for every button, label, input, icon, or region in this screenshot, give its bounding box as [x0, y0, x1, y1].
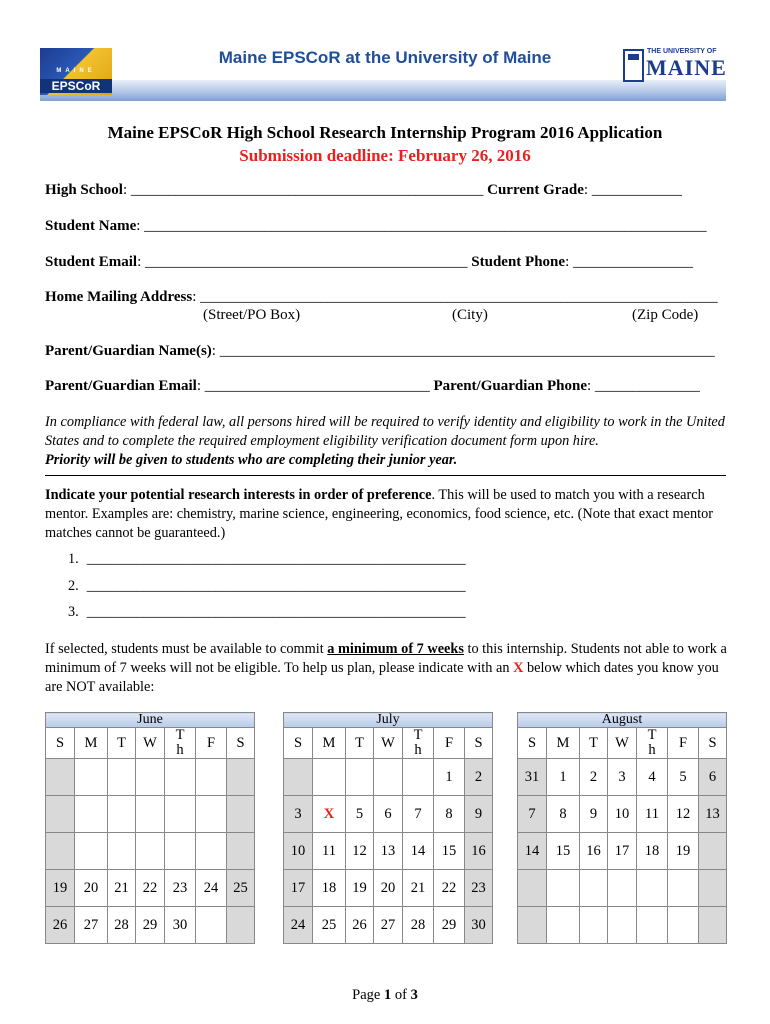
day-header: M [75, 728, 108, 759]
calendar-day-cell[interactable] [165, 796, 196, 833]
calendar-day-cell[interactable]: 23 [465, 870, 493, 907]
calendar-day-cell[interactable]: 19 [668, 833, 699, 870]
day-header: T h [637, 728, 668, 759]
calendar-day-cell[interactable] [313, 759, 346, 796]
calendar-day-cell[interactable] [668, 870, 699, 907]
address-field[interactable]: : _____________________________________________________________________ [192, 289, 718, 305]
calendar-day-cell[interactable] [518, 907, 547, 944]
month-name: July [284, 713, 493, 728]
calendar-day-cell[interactable]: 6 [699, 759, 727, 796]
calendar-day-cell[interactable]: 29 [434, 907, 465, 944]
calendar-day-cell[interactable] [699, 907, 727, 944]
calendar-day-cell[interactable]: 16 [465, 833, 493, 870]
calendar-day-cell[interactable]: 23 [165, 870, 196, 907]
student-name-field[interactable]: : ___________________________________________________________________________ [136, 218, 707, 234]
calendar-day-cell[interactable] [699, 870, 727, 907]
calendar-day-cell[interactable] [196, 833, 227, 870]
calendar-day-cell[interactable] [580, 870, 608, 907]
calendar-day-cell[interactable]: 8 [434, 796, 465, 833]
calendar-day-cell[interactable]: 4 [637, 759, 668, 796]
calendar-day-cell[interactable]: 2 [465, 759, 493, 796]
month-name: June [46, 713, 255, 728]
calendar-day-cell[interactable]: 15 [547, 833, 580, 870]
calendar-day-cell[interactable]: 30 [465, 907, 493, 944]
calendar-day-cell[interactable] [108, 759, 136, 796]
calendar-day-cell[interactable]: 21 [403, 870, 434, 907]
submission-deadline: Submission deadline: February 26, 2016 [239, 146, 531, 165]
calendar-day-cell[interactable] [547, 870, 580, 907]
calendar-day-cell[interactable]: 28 [403, 907, 434, 944]
calendar-day-cell[interactable]: 20 [75, 870, 108, 907]
calendar-day-cell[interactable] [547, 907, 580, 944]
calendar-day-cell[interactable] [46, 796, 75, 833]
day-header: S [227, 728, 255, 759]
calendar-day-cell[interactable]: 14 [518, 833, 547, 870]
day-header: T h [403, 728, 434, 759]
document-title: Maine EPSCoR High School Research Internship Program 2016 Application [107, 123, 663, 142]
address-zip-label: (Zip Code) [632, 307, 699, 323]
calendar-day-cell[interactable] [580, 907, 608, 944]
student-email-field[interactable]: : ___________________________________________ [137, 254, 472, 270]
calendar-day-cell[interactable]: 6 [374, 796, 403, 833]
calendar-day-cell[interactable]: 12 [668, 796, 699, 833]
day-header: S [518, 728, 547, 759]
calendar-day-cell[interactable]: 25 [313, 907, 346, 944]
day-header: S [284, 728, 313, 759]
calendar-day-cell[interactable]: 13 [374, 833, 403, 870]
calendar-day-cell[interactable]: 30 [165, 907, 196, 944]
calendar-day-cell[interactable] [75, 796, 108, 833]
day-header: M [547, 728, 580, 759]
calendar-day-cell[interactable]: 22 [434, 870, 465, 907]
calendar-day-cell[interactable] [374, 759, 403, 796]
calendar-day-cell[interactable] [165, 833, 196, 870]
calendar-day-cell[interactable]: 7 [518, 796, 547, 833]
interest-item-3[interactable]: 3. _____________________________________________________ [68, 604, 466, 620]
calendar-day-cell[interactable] [227, 907, 255, 944]
calendar-day-cell[interactable] [196, 907, 227, 944]
address-city-label: (City) [452, 307, 488, 323]
calendar-day-cell[interactable]: 14 [403, 833, 434, 870]
calendar-june [45, 712, 255, 944]
calendar-day-cell[interactable] [165, 759, 196, 796]
calendar-day-cell[interactable] [75, 759, 108, 796]
calendar-day-cell[interactable] [136, 833, 165, 870]
calendar-day-cell[interactable]: 21 [108, 870, 136, 907]
research-interests-text: Indicate your potential research interests in order of preference. This will be used to match you with a research mentor. Examples are: chemistry, marine science, engineering, economics, food science, etc. (Note that exact mentor matches cannot be guaranteed.) [45, 487, 713, 541]
page-header [40, 44, 726, 104]
parent-name-field[interactable]: : __________________________________________________________________ [211, 343, 715, 359]
calendar-day-cell[interactable] [108, 796, 136, 833]
calendar-day-cell[interactable] [403, 759, 434, 796]
calendar-day-cell[interactable]: 18 [313, 870, 346, 907]
day-header: T [346, 728, 374, 759]
day-header: W [608, 728, 637, 759]
calendar-day-cell[interactable]: 3 [284, 796, 313, 833]
calendar-day-cell[interactable] [227, 833, 255, 870]
calendar-day-cell[interactable]: 24 [284, 907, 313, 944]
calendar-day-cell[interactable] [637, 907, 668, 944]
calendar-day-cell[interactable]: 31 [518, 759, 547, 796]
page-footer: Page 1 of 3 [352, 987, 418, 1003]
calendar-day-cell[interactable]: 5 [346, 796, 374, 833]
day-header: W [374, 728, 403, 759]
day-header: W [136, 728, 165, 759]
calendar-day-cell[interactable]: 22 [136, 870, 165, 907]
student-phone-field[interactable]: : ________________ [565, 254, 693, 270]
divider [45, 475, 726, 476]
calendar-july [283, 712, 493, 944]
calendar-day-cell[interactable] [136, 759, 165, 796]
header-title: Maine EPSCoR at the University of Maine [218, 48, 552, 67]
epscor-logo: MAINE EPSCoR [40, 48, 112, 95]
day-header: T [580, 728, 608, 759]
calendar-day-cell[interactable]: 5 [668, 759, 699, 796]
calendar-day-cell[interactable] [108, 833, 136, 870]
calendar-day-cell[interactable] [227, 759, 255, 796]
address-row: Home Mailing Address: _____________________________________________________________________ [45, 289, 718, 305]
calendar-day-cell[interactable]: 19 [346, 870, 374, 907]
calendar-day-cell[interactable]: 27 [75, 907, 108, 944]
calendar-august [517, 712, 727, 944]
calendar-day-cell[interactable]: 10 [608, 796, 637, 833]
calendar-day-cell[interactable]: 8 [547, 796, 580, 833]
university-of-maine-logo: THE UNIVERSITY OF MAINE [620, 46, 722, 82]
day-header: F [196, 728, 227, 759]
calendar-day-cell[interactable]: 20 [374, 870, 403, 907]
calendar-day-cell[interactable] [637, 870, 668, 907]
availability-text: If selected, students must be available to commit a minimum of 7 weeks to this internship. Students not able to work a minimum of 7 weeks will not be eligible. To help us plan, please indicate with an X below which dates you know you are NOT available: [45, 641, 727, 695]
calendar-day-cell[interactable]: 9 [580, 796, 608, 833]
calendar-day-cell[interactable]: 28 [108, 907, 136, 944]
high-school-field[interactable]: : _______________________________________________ [122, 182, 488, 198]
shield-icon [623, 49, 644, 82]
day-header: F [434, 728, 465, 759]
address-street-label: (Street/PO Box) [203, 307, 301, 323]
calendar-day-cell[interactable]: 17 [284, 870, 313, 907]
calendar-day-cell[interactable]: 12 [346, 833, 374, 870]
calendar-day-cell[interactable]: 24 [196, 870, 227, 907]
calendar-day-cell[interactable] [136, 796, 165, 833]
day-header: M [313, 728, 346, 759]
parent-phone-field[interactable]: : ______________ [587, 378, 700, 394]
calendar-day-cell[interactable]: 3 [608, 759, 637, 796]
day-header: F [668, 728, 699, 759]
calendar-day-cell[interactable]: 2 [580, 759, 608, 796]
compliance-notice: In compliance with federal law, all persons hired will be required to verify identity and eligibility to work in the United States and to complete the required employment eligibility verification document form upon hire. Priority will be given to students who are completing their junior year. [45, 414, 725, 468]
calendar-day-cell[interactable]: X [313, 796, 346, 833]
calendar-day-cell[interactable] [346, 759, 374, 796]
header-band [40, 80, 726, 101]
interest-item-1[interactable]: 1. _____________________________________________________ [68, 551, 466, 567]
parent-email-field[interactable]: : ______________________________ [196, 378, 434, 394]
calendar-day-cell[interactable]: 27 [374, 907, 403, 944]
day-header: T [108, 728, 136, 759]
calendar-day-cell[interactable]: 19 [46, 870, 75, 907]
calendar-day-cell[interactable] [196, 759, 227, 796]
calendar-day-cell[interactable]: 18 [637, 833, 668, 870]
calendar-day-cell[interactable] [196, 796, 227, 833]
calendar-day-cell[interactable]: 10 [284, 833, 313, 870]
day-header: S [465, 728, 493, 759]
calendar-day-cell[interactable] [668, 907, 699, 944]
month-name: August [518, 713, 727, 728]
parent-contact-row: Parent/Guardian Email: ______________________________ Parent/Guardian Phone: ______________ [45, 378, 700, 394]
calendar-day-cell[interactable] [608, 870, 637, 907]
grade-field[interactable]: : ____________ [583, 182, 682, 198]
calendar-day-cell[interactable]: 11 [313, 833, 346, 870]
calendar-day-cell[interactable]: 15 [434, 833, 465, 870]
calendar-day-cell[interactable]: 13 [699, 796, 727, 833]
calendar-day-cell[interactable]: 17 [608, 833, 637, 870]
calendar-day-cell[interactable]: 9 [465, 796, 493, 833]
day-header: S [699, 728, 727, 759]
day-header: T h [165, 728, 196, 759]
calendar-day-cell[interactable] [75, 833, 108, 870]
calendar-day-cell[interactable]: 1 [547, 759, 580, 796]
calendar-day-cell[interactable] [46, 833, 75, 870]
calendar-day-cell[interactable]: 26 [46, 907, 75, 944]
calendar-day-cell[interactable] [608, 907, 637, 944]
high-school-row: High School: _______________________________________________ Current Grade: ____________ [45, 182, 682, 198]
student-contact-row: Student Email: ___________________________________________ Student Phone: ________________ [45, 254, 693, 270]
calendar-day-cell[interactable]: 1 [434, 759, 465, 796]
student-name-row: Student Name: ___________________________________________________________________________ [45, 218, 707, 234]
parent-name-row: Parent/Guardian Name(s): __________________________________________________________________ [45, 343, 715, 359]
calendar-day-cell[interactable]: 25 [227, 870, 255, 907]
calendar-day-cell[interactable]: 26 [346, 907, 374, 944]
calendar-day-cell[interactable] [699, 833, 727, 870]
calendar-day-cell[interactable] [284, 759, 313, 796]
calendar-day-cell[interactable] [518, 870, 547, 907]
calendar-day-cell[interactable]: 16 [580, 833, 608, 870]
calendar-day-cell[interactable]: 7 [403, 796, 434, 833]
calendar-day-cell[interactable] [46, 759, 75, 796]
calendar-day-cell[interactable]: 29 [136, 907, 165, 944]
day-header: S [46, 728, 75, 759]
interest-item-2[interactable]: 2. _____________________________________________________ [68, 578, 466, 594]
calendar-day-cell[interactable] [227, 796, 255, 833]
calendar-day-cell[interactable]: 11 [637, 796, 668, 833]
